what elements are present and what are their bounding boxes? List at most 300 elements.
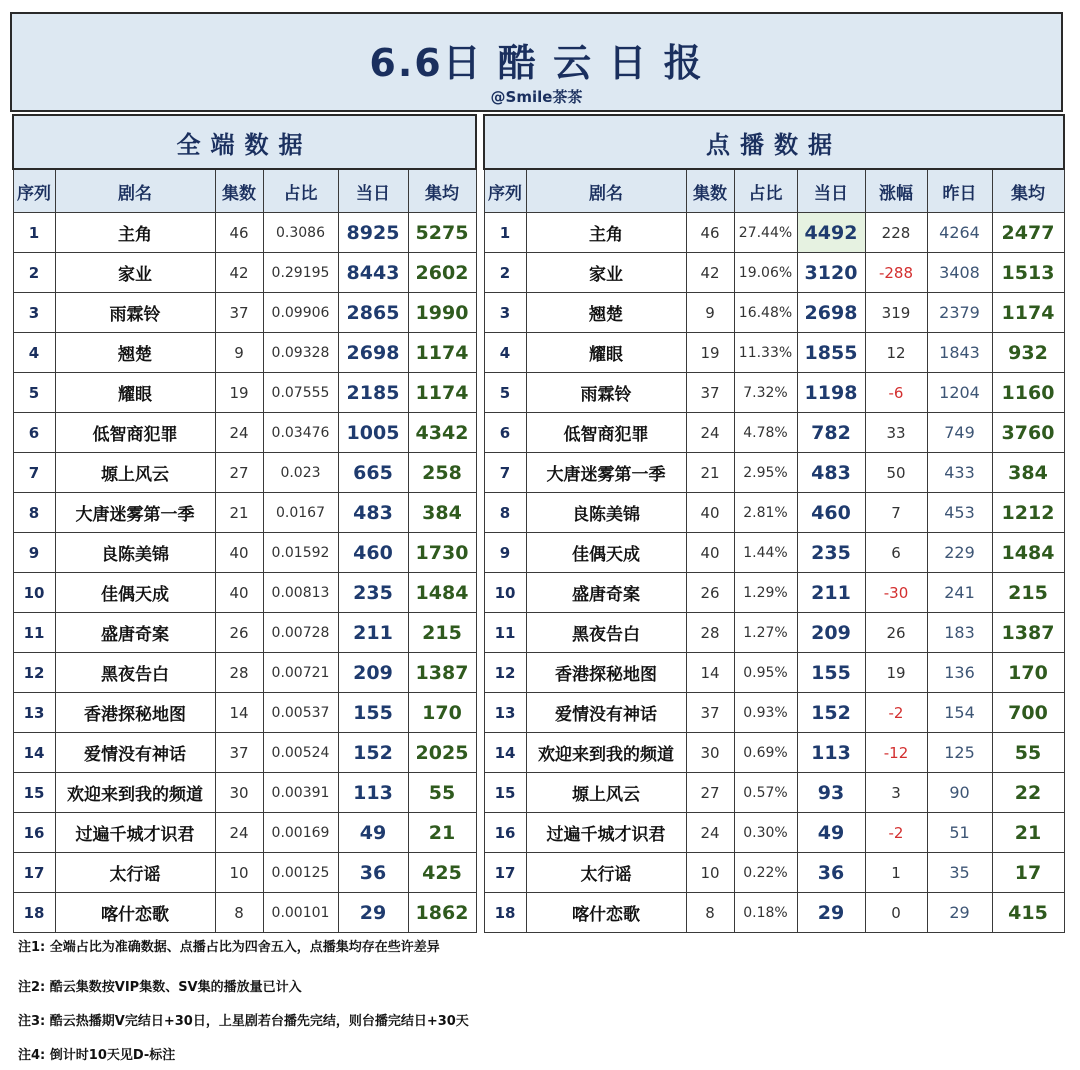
table-row — [13, 613, 476, 653]
table-cell: 12 — [865, 333, 927, 373]
table-cell: 6 — [484, 413, 526, 453]
table-cell: 49 — [338, 813, 408, 853]
table-cell: 9 — [215, 333, 263, 373]
table-cell: 7 — [484, 453, 526, 493]
table-cell: 黑夜告白 — [55, 653, 215, 693]
table-cell: 235 — [797, 533, 865, 573]
table-row — [13, 773, 476, 813]
table-cell: 1387 — [992, 613, 1064, 653]
column-header: 昨日 — [927, 169, 992, 213]
table-cell: 0.03476 — [263, 413, 338, 453]
table-cell: 13 — [484, 693, 526, 733]
table-cell: 35 — [927, 853, 992, 893]
table-row — [484, 893, 1064, 933]
table-cell: 258 — [408, 453, 476, 493]
table-row — [484, 733, 1064, 773]
table-cell: 37 — [686, 693, 734, 733]
table-cell: 太行谣 — [55, 853, 215, 893]
table-cell: 29 — [797, 893, 865, 933]
table-cell: 翘楚 — [526, 293, 686, 333]
table-cell: 125 — [927, 733, 992, 773]
table-cell: 翘楚 — [55, 333, 215, 373]
table-cell: 塬上风云 — [55, 453, 215, 493]
table-cell: 2185 — [338, 373, 408, 413]
table-cell: 耀眼 — [526, 333, 686, 373]
table-cell: 21 — [215, 493, 263, 533]
table-cell: 42 — [686, 253, 734, 293]
table-cell: 433 — [927, 453, 992, 493]
table-row — [484, 813, 1064, 853]
table-cell: 3760 — [992, 413, 1064, 453]
report-header — [10, 12, 1063, 112]
table-cell: 22 — [992, 773, 1064, 813]
column-header: 剧名 — [55, 169, 215, 213]
column-header: 集数 — [215, 169, 263, 213]
table-cell: -288 — [865, 253, 927, 293]
table-cell: 5 — [13, 373, 55, 413]
column-header: 当日 — [797, 169, 865, 213]
table-row — [484, 413, 1064, 453]
table-cell: 215 — [408, 613, 476, 653]
table-cell: 0.00169 — [263, 813, 338, 853]
note-1: 注1: 全端占比为准确数据、点播占比为四舍五入，点播集均存在些许差异 — [18, 940, 440, 955]
table-cell: 19 — [686, 333, 734, 373]
page-title: 6.6日 酷 云 日 报 — [369, 41, 704, 85]
table-cell: 1 — [13, 213, 55, 253]
table-cell: 盛唐奇案 — [55, 613, 215, 653]
table-cell: 155 — [797, 653, 865, 693]
table-cell: 8 — [686, 893, 734, 933]
table-cell: 1 — [865, 853, 927, 893]
table-cell: 0.0167 — [263, 493, 338, 533]
table-cell: 18 — [13, 893, 55, 933]
table-cell: 2.95% — [734, 453, 797, 493]
table-row — [484, 853, 1064, 893]
table-cell: 1.27% — [734, 613, 797, 653]
table-cell: 12 — [13, 653, 55, 693]
table-cell: 7 — [865, 493, 927, 533]
table-row — [13, 653, 476, 693]
table-cell: 14 — [686, 653, 734, 693]
table-cell: 1855 — [797, 333, 865, 373]
table-cell: 雨霖铃 — [55, 293, 215, 333]
table-cell: 665 — [338, 453, 408, 493]
table-cell: 40 — [686, 493, 734, 533]
table-cell: 16.48% — [734, 293, 797, 333]
table-cell: 241 — [927, 573, 992, 613]
table-cell: 152 — [797, 693, 865, 733]
table-cell: 喀什恋歌 — [55, 893, 215, 933]
table-cell: 460 — [338, 533, 408, 573]
table-cell: 211 — [797, 573, 865, 613]
table-cell: 384 — [992, 453, 1064, 493]
table-cell: 0.01592 — [263, 533, 338, 573]
table-cell: 10 — [686, 853, 734, 893]
table-cell: 1730 — [408, 533, 476, 573]
table-row — [484, 333, 1064, 373]
table-cell: 26 — [865, 613, 927, 653]
author-handle: @Smile茶茶 — [490, 88, 583, 106]
table-cell: 1160 — [992, 373, 1064, 413]
table-cell: 3 — [865, 773, 927, 813]
table-cell: 0.00728 — [263, 613, 338, 653]
table-cell: 佳偶天成 — [526, 533, 686, 573]
table-cell: 2602 — [408, 253, 476, 293]
table-cell: 1484 — [992, 533, 1064, 573]
table-cell: 152 — [338, 733, 408, 773]
table-cell: 26 — [686, 573, 734, 613]
table-cell: 0.00721 — [263, 653, 338, 693]
table-cell: 319 — [865, 293, 927, 333]
table-cell: 7.32% — [734, 373, 797, 413]
table-cell: -2 — [865, 813, 927, 853]
table-cell: 1174 — [408, 373, 476, 413]
table-row — [13, 213, 476, 253]
table-cell: 0.07555 — [263, 373, 338, 413]
table-cell: 49 — [797, 813, 865, 853]
table-cell: 24 — [215, 813, 263, 853]
table-cell: 10 — [13, 573, 55, 613]
table-cell: 0.09906 — [263, 293, 338, 333]
table-cell: 1198 — [797, 373, 865, 413]
table-cell: 7 — [13, 453, 55, 493]
table-cell: 154 — [927, 693, 992, 733]
table-cell: 喀什恋歌 — [526, 893, 686, 933]
table-cell: 2698 — [797, 293, 865, 333]
note-3: 注3: 酷云热播期V完结日+30日，上星剧若台播先完结，则台播完结日+30天 — [18, 1014, 469, 1029]
table-cell: 2 — [484, 253, 526, 293]
table-cell: 6 — [13, 413, 55, 453]
table-cell: 40 — [215, 573, 263, 613]
table-cell: 耀眼 — [55, 373, 215, 413]
table-cell: 佳偶天成 — [55, 573, 215, 613]
table-cell: 5 — [484, 373, 526, 413]
table-row — [13, 253, 476, 293]
table-cell: 0.00813 — [263, 573, 338, 613]
table-cell: 8 — [484, 493, 526, 533]
table-cell: 塬上风云 — [526, 773, 686, 813]
table-cell: 30 — [686, 733, 734, 773]
table-row — [484, 573, 1064, 613]
table-cell: 55 — [992, 733, 1064, 773]
table-cell: 29 — [927, 893, 992, 933]
table-cell: 2 — [13, 253, 55, 293]
table-cell: 0.22% — [734, 853, 797, 893]
table-cell: 10 — [484, 573, 526, 613]
table-cell: 0 — [865, 893, 927, 933]
table-cell: 13 — [13, 693, 55, 733]
table-cell: 0.95% — [734, 653, 797, 693]
table-row — [13, 533, 476, 573]
table-cell: 4 — [13, 333, 55, 373]
table-row — [13, 813, 476, 853]
table-cell: -30 — [865, 573, 927, 613]
table-cell: 16 — [13, 813, 55, 853]
table-row — [484, 693, 1064, 733]
table-cell: 2379 — [927, 293, 992, 333]
table-cell: 8 — [215, 893, 263, 933]
table-row — [13, 493, 476, 533]
table-cell: 425 — [408, 853, 476, 893]
table-cell: 低智商犯罪 — [55, 413, 215, 453]
table-cell: 香港探秘地图 — [55, 693, 215, 733]
table-cell: 229 — [927, 533, 992, 573]
table-row — [13, 853, 476, 893]
table-cell: 211 — [338, 613, 408, 653]
table-cell: 0.00537 — [263, 693, 338, 733]
table-cell: 雨霖铃 — [526, 373, 686, 413]
table-cell: 33 — [865, 413, 927, 453]
table-cell: 2025 — [408, 733, 476, 773]
table-cell: 90 — [927, 773, 992, 813]
table-row — [484, 613, 1064, 653]
table-cell: 3408 — [927, 253, 992, 293]
table-cell: 0.00125 — [263, 853, 338, 893]
table-cell: 爱情没有神话 — [55, 733, 215, 773]
table-cell: 0.30% — [734, 813, 797, 853]
table-cell: 28 — [686, 613, 734, 653]
table-cell: 209 — [338, 653, 408, 693]
table-cell: 782 — [797, 413, 865, 453]
table-cell: 2698 — [338, 333, 408, 373]
table-cell: 0.00391 — [263, 773, 338, 813]
table-cell: 26 — [215, 613, 263, 653]
table-cell: 15 — [13, 773, 55, 813]
table-cell: 27.44% — [734, 213, 797, 253]
table-cell: 170 — [992, 653, 1064, 693]
table-cell: 盛唐奇案 — [526, 573, 686, 613]
table-cell: 0.00524 — [263, 733, 338, 773]
table-cell: 113 — [797, 733, 865, 773]
table-cell: 932 — [992, 333, 1064, 373]
table-cell: 453 — [927, 493, 992, 533]
table-cell: 37 — [215, 293, 263, 333]
table-row — [13, 733, 476, 773]
table-cell: 家业 — [55, 253, 215, 293]
table-row — [13, 893, 476, 933]
table-cell: 136 — [927, 653, 992, 693]
table-cell: 183 — [927, 613, 992, 653]
table-cell: 50 — [865, 453, 927, 493]
table-cell: 5275 — [408, 213, 476, 253]
table-cell: 家业 — [526, 253, 686, 293]
table-cell: 9 — [484, 533, 526, 573]
table-row — [484, 213, 1064, 253]
table-cell: 1 — [484, 213, 526, 253]
column-header: 当日 — [338, 169, 408, 213]
table-cell: 4 — [484, 333, 526, 373]
table-cell: 46 — [215, 213, 263, 253]
table-cell: 17 — [13, 853, 55, 893]
table-cell: -2 — [865, 693, 927, 733]
table-cell: 37 — [215, 733, 263, 773]
on-demand-section-title: 点播数据 — [484, 115, 1064, 169]
table-cell: 9 — [13, 533, 55, 573]
table-cell: 14 — [13, 733, 55, 773]
table-cell: 51 — [927, 813, 992, 853]
table-cell: 大唐迷雾第一季 — [55, 493, 215, 533]
table-cell: 17 — [484, 853, 526, 893]
table-cell: 113 — [338, 773, 408, 813]
table-cell: 0.3086 — [263, 213, 338, 253]
table-row — [13, 573, 476, 613]
table-cell: 3 — [13, 293, 55, 333]
column-header: 占比 — [734, 169, 797, 213]
table-cell: 10 — [215, 853, 263, 893]
table-cell: 4492 — [797, 213, 865, 253]
table-cell: 19 — [215, 373, 263, 413]
table-cell: 1862 — [408, 893, 476, 933]
table-cell: 27 — [686, 773, 734, 813]
note-4: 注4: 倒计时10天见D-标注 — [18, 1048, 176, 1063]
table-cell: 低智商犯罪 — [526, 413, 686, 453]
table-cell: 18 — [484, 893, 526, 933]
table-row — [484, 373, 1064, 413]
table-cell: 21 — [992, 813, 1064, 853]
table-cell: 24 — [215, 413, 263, 453]
table-row — [484, 653, 1064, 693]
table-row — [13, 293, 476, 333]
column-header: 集数 — [686, 169, 734, 213]
table-cell: 36 — [338, 853, 408, 893]
table-cell: 8 — [13, 493, 55, 533]
table-row — [13, 373, 476, 413]
table-cell: 24 — [686, 413, 734, 453]
table-row — [484, 533, 1064, 573]
table-cell: 215 — [992, 573, 1064, 613]
table-cell: 21 — [686, 453, 734, 493]
table-cell: 11.33% — [734, 333, 797, 373]
table-cell: 欢迎来到我的频道 — [526, 733, 686, 773]
table-cell: 0.29195 — [263, 253, 338, 293]
table-cell: 483 — [797, 453, 865, 493]
table-row — [13, 333, 476, 373]
table-cell: 良陈美锦 — [55, 533, 215, 573]
table-cell: 1005 — [338, 413, 408, 453]
full-platform-table — [12, 114, 477, 933]
table-cell: 11 — [13, 613, 55, 653]
table-cell: 0.93% — [734, 693, 797, 733]
column-header: 集均 — [992, 169, 1064, 213]
table-cell: 0.00101 — [263, 893, 338, 933]
table-cell: 46 — [686, 213, 734, 253]
column-header: 集均 — [408, 169, 476, 213]
table-row — [13, 413, 476, 453]
table-cell: 1990 — [408, 293, 476, 333]
table-cell: 55 — [408, 773, 476, 813]
table-cell: 40 — [215, 533, 263, 573]
table-cell: 大唐迷雾第一季 — [526, 453, 686, 493]
table-cell: 欢迎来到我的频道 — [55, 773, 215, 813]
table-cell: 4342 — [408, 413, 476, 453]
full-platform-section-title: 全端数据 — [13, 115, 476, 169]
table-cell: 黑夜告白 — [526, 613, 686, 653]
table-cell: 749 — [927, 413, 992, 453]
table-cell: 235 — [338, 573, 408, 613]
table-row — [13, 693, 476, 733]
table-cell: 主角 — [526, 213, 686, 253]
table-cell: 0.09328 — [263, 333, 338, 373]
table-cell: 1212 — [992, 493, 1064, 533]
table-cell: 415 — [992, 893, 1064, 933]
table-cell: 24 — [686, 813, 734, 853]
table-cell: 28 — [215, 653, 263, 693]
table-cell: 0.023 — [263, 453, 338, 493]
table-cell: 16 — [484, 813, 526, 853]
table-cell: 1484 — [408, 573, 476, 613]
table-cell: 太行谣 — [526, 853, 686, 893]
column-header: 涨幅 — [865, 169, 927, 213]
table-cell: 27 — [215, 453, 263, 493]
table-row — [484, 253, 1064, 293]
table-cell: 过遍千城才识君 — [55, 813, 215, 853]
table-cell: 1174 — [992, 293, 1064, 333]
table-cell: 4264 — [927, 213, 992, 253]
table-cell: 2477 — [992, 213, 1064, 253]
on-demand-table — [483, 114, 1065, 933]
table-cell: 37 — [686, 373, 734, 413]
table-cell: 爱情没有神话 — [526, 693, 686, 733]
table-cell: 2865 — [338, 293, 408, 333]
table-cell: 11 — [484, 613, 526, 653]
table-cell: 0.69% — [734, 733, 797, 773]
table-cell: 4.78% — [734, 413, 797, 453]
column-header: 占比 — [263, 169, 338, 213]
table-cell: 8443 — [338, 253, 408, 293]
table-cell: 3 — [484, 293, 526, 333]
table-cell: -6 — [865, 373, 927, 413]
table-cell: 1387 — [408, 653, 476, 693]
table-cell: 1.44% — [734, 533, 797, 573]
table-cell: 19.06% — [734, 253, 797, 293]
table-cell: 1843 — [927, 333, 992, 373]
table-row — [13, 453, 476, 493]
table-row — [484, 293, 1064, 333]
table-cell: 0.18% — [734, 893, 797, 933]
table-cell: 12 — [484, 653, 526, 693]
table-cell: 2.81% — [734, 493, 797, 533]
table-cell: 8925 — [338, 213, 408, 253]
table-cell: 483 — [338, 493, 408, 533]
table-cell: 228 — [865, 213, 927, 253]
table-cell: 42 — [215, 253, 263, 293]
table-row — [484, 773, 1064, 813]
table-cell: 30 — [215, 773, 263, 813]
table-cell: 良陈美锦 — [526, 493, 686, 533]
table-row — [484, 493, 1064, 533]
table-cell: 15 — [484, 773, 526, 813]
table-cell: 1513 — [992, 253, 1064, 293]
table-cell: 19 — [865, 653, 927, 693]
table-cell: 过遍千城才识君 — [526, 813, 686, 853]
column-header: 剧名 — [526, 169, 686, 213]
table-cell: 93 — [797, 773, 865, 813]
note-2: 注2: 酷云集数按VIP集数、SV集的播放量已计入 — [18, 980, 302, 995]
table-cell: 1174 — [408, 333, 476, 373]
table-cell: 700 — [992, 693, 1064, 733]
table-cell: 209 — [797, 613, 865, 653]
table-row — [484, 453, 1064, 493]
table-cell: 29 — [338, 893, 408, 933]
table-cell: 21 — [408, 813, 476, 853]
column-header: 序列 — [13, 169, 55, 213]
table-cell: 36 — [797, 853, 865, 893]
table-cell: 1.29% — [734, 573, 797, 613]
table-cell: 3120 — [797, 253, 865, 293]
table-cell: 9 — [686, 293, 734, 333]
table-cell: 1204 — [927, 373, 992, 413]
table-cell: 384 — [408, 493, 476, 533]
